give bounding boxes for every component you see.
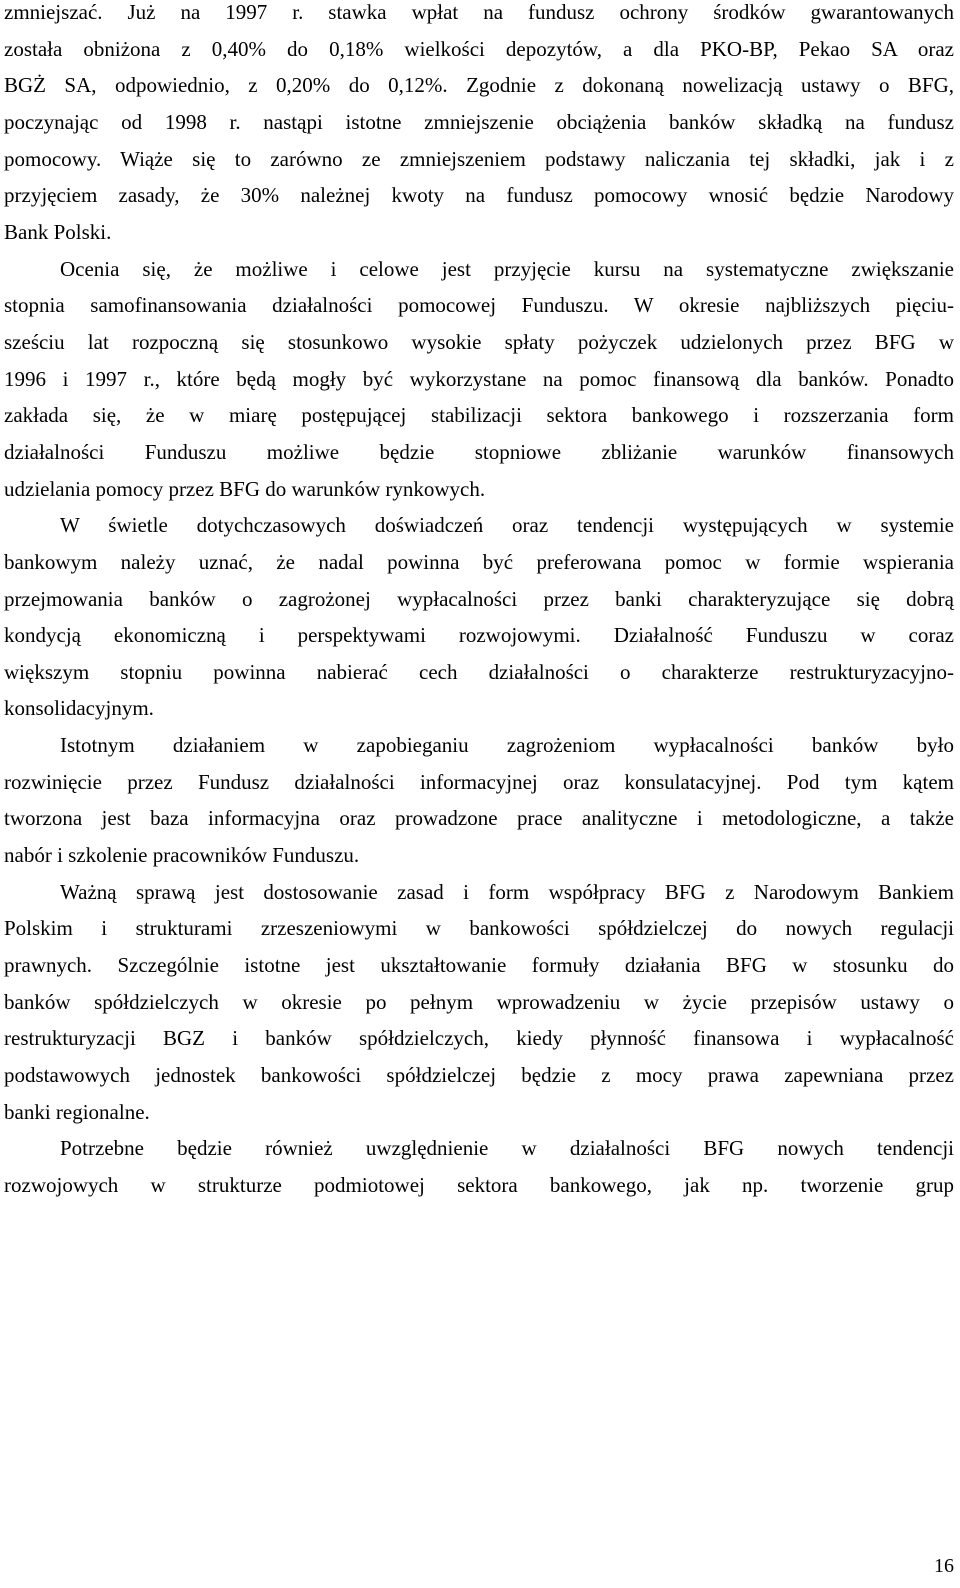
text-line: rozwinięcie przez Fundusz działalności informacyjnej oraz konsulatacyjnej. Pod tym kątem [4, 769, 954, 794]
body-text [4, 0, 954, 1207]
text-line: W świetle dotychczasowych doświadczeń oraz tendencji występujących w systemie [60, 513, 954, 538]
text-line: kondycją ekonomiczną i perspektywami rozwojowymi. Działalność Funduszu w coraz [4, 623, 954, 648]
paragraph [4, 730, 954, 877]
text-line: prawnych. Szczególnie istotne jest ukształtowanie formuły działania BFG w stosunku do [4, 953, 954, 978]
text-line: pomocowy. Wiąże się to zarówno ze zmniejszeniem podstawy naliczania tej składki, jak i z [4, 146, 954, 171]
text-line: Potrzebne będzie również uwzględnienie w działalności BFG nowych tendencji [60, 1136, 954, 1161]
text-line: restrukturyzacji BGZ i banków spółdzielczych, kiedy płynność finansowa i wypłacalność [4, 1026, 954, 1051]
text-line: stopnia samofinansowania działalności pomocowej Funduszu. W okresie najbliższych pięciu- [4, 293, 954, 318]
text-line: zmniejszać. Już na 1997 r. stawka wpłat na fundusz ochrony środków gwarantowanych [4, 0, 954, 24]
text-line: poczynając od 1998 r. nastąpi istotne zmniejszenie obciążenia banków składką na fundusz [4, 109, 954, 134]
text-line: konsolidacyjnym. [4, 696, 154, 721]
text-line: 1996 i 1997 r., które będą mogły być wykorzystane na pomoc finansową dla banków. Ponadto [4, 366, 954, 391]
paragraph [4, 0, 954, 254]
text-line: została obniżona z 0,40% do 0,18% wielkości depozytów, a dla PKO-BP, Pekao SA oraz [4, 36, 954, 61]
text-line: BGŻ SA, odpowiednio, z 0,20% do 0,12%. Zgodnie z dokonaną nowelizacją ustawy o BFG, [4, 73, 954, 98]
text-line: sześciu lat rozpoczną się stosunkowo wysokie spłaty pożyczek udzielonych przez BFG w [4, 329, 954, 354]
text-line: bankowym należy uznać, że nadal powinna być preferowana pomoc w formie wspierania [4, 549, 954, 574]
text-line: przejmowania banków o zagrożonej wypłacalności przez banki charakteryzujące się dobrą [4, 586, 954, 611]
text-line: Ważną sprawą jest dostosowanie zasad i form współpracy BFG z Narodowym Bankiem [60, 879, 954, 904]
text-line: przyjęciem zasady, że 30% należnej kwoty na fundusz pomocowy wnosić będzie Narodowy [4, 183, 954, 208]
text-line: tworzona jest baza informacyjna oraz prowadzone prace analityczne i metodologiczne, a także [4, 806, 954, 831]
text-line: Polskim i strukturami zrzeszeniowymi w bankowości spółdzielczej do nowych regulacji [4, 916, 954, 941]
page-number: 16 [934, 1555, 954, 1577]
paragraph [4, 510, 954, 730]
text-line: Ocenia się, że możliwe i celowe jest przyjęcie kursu na systematyczne zwiększanie [60, 256, 954, 281]
text-line: większym stopniu powinna nabierać cech działalności o charakterze restrukturyzacyjno- [4, 659, 954, 684]
text-line: udzielania pomocy przez BFG do warunków rynkowych. [4, 476, 486, 501]
text-line: Bank Polski. [4, 219, 112, 244]
paragraph [4, 1133, 954, 1206]
text-line: banków spółdzielczych w okresie po pełnym wprowadzeniu w życie przepisów ustawy o [4, 989, 954, 1014]
text-line: działalności Funduszu możliwe będzie stopniowe zbliżanie warunków finansowych [4, 439, 954, 464]
text-line: Istotnym działaniem w zapobieganiu zagrożeniom wypłacalności banków było [60, 733, 954, 758]
text-line: nabór i szkolenie pracowników Funduszu. [4, 843, 360, 868]
paragraph [4, 877, 954, 1134]
text-line: zakłada się, że w miarę postępującej stabilizacji sektora bankowego i rozszerzania form [4, 403, 954, 428]
text-line: banki regionalne. [4, 1099, 150, 1124]
paragraph [4, 254, 954, 511]
text-line: rozwojowych w strukturze podmiotowej sektora bankowego, jak np. tworzenie grup [4, 1173, 954, 1197]
text-line: podstawowych jednostek bankowości spółdzielczej będzie z mocy prawa zapewniana przez [4, 1063, 954, 1088]
